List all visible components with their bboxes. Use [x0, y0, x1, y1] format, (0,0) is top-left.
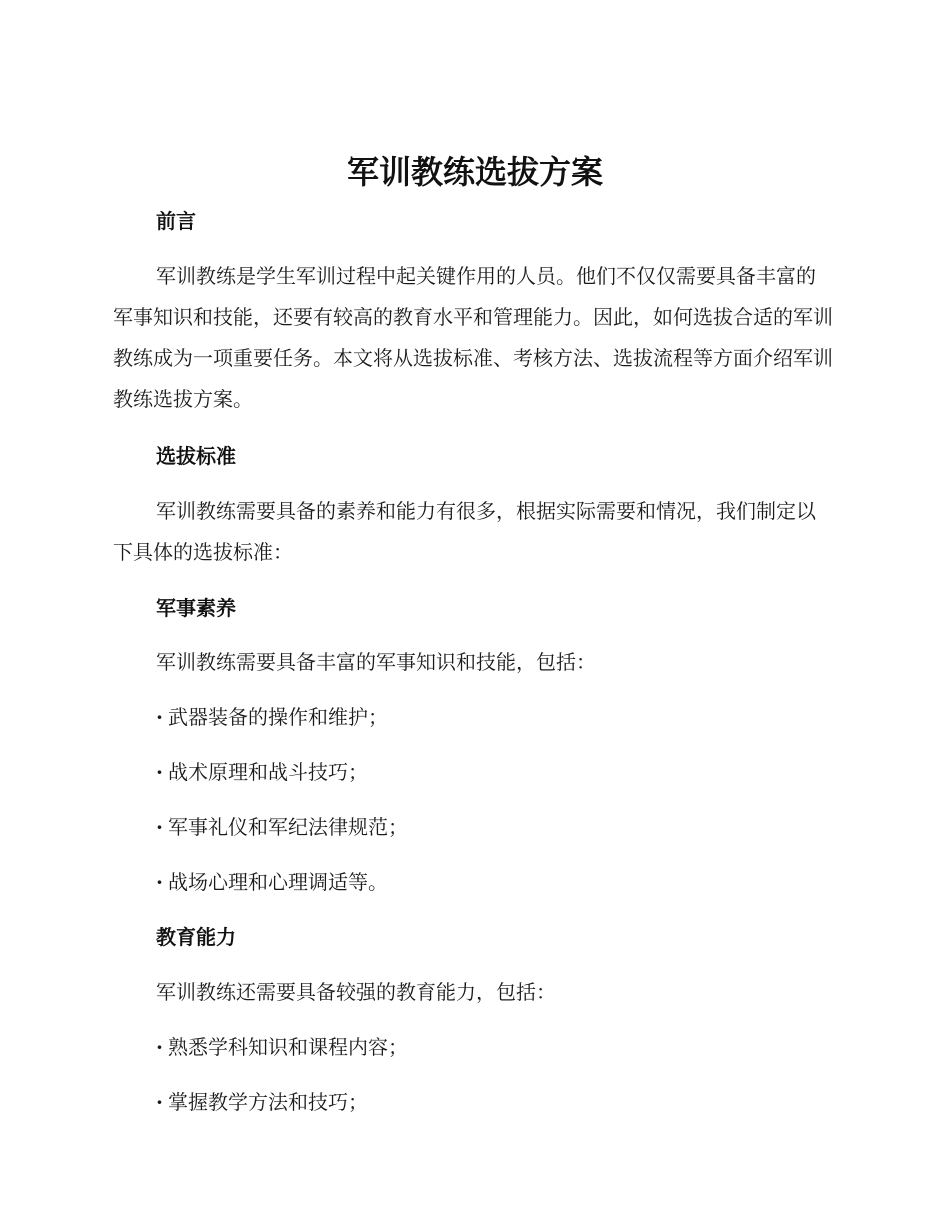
list-item-text: 武器装备的操作和维护；: [168, 705, 388, 729]
document-title: 军训教练选拔方案: [346, 153, 603, 191]
bullet-mark: ·: [156, 870, 163, 894]
heading-military: 军事素养: [156, 596, 236, 620]
education-intro: 军训教练还需要具备较强的教育能力，包括：: [156, 980, 556, 1004]
paragraph-preface: 军训教练是学生军训过程中起关键作用的人员。他们不仅仅需要具备丰富的军事知识和技能，还要有较高的教育水平和管理能力。因此，如何选拔合适的军训教练成为一项重要任务。本文将从选拔标准、考核方法、选拔流程等方面介绍军训教练选拔方案。: [113, 264, 833, 411]
list-item: [156, 1033, 408, 1061]
paragraph-standards: 军训教练需要具备的素养和能力有很多，根据实际需要和情况，我们制定以下具体的选拔标准：: [113, 499, 816, 564]
military-intro: 军训教练需要具备丰富的军事知识和技能，包括：: [156, 650, 596, 674]
list-item-text: 熟悉学科知识和课程内容；: [168, 1035, 408, 1059]
bullet-mark: ·: [156, 705, 163, 729]
list-item: [156, 868, 388, 896]
list-item-text: 战术原理和战斗技巧；: [168, 760, 368, 784]
list-item-text: 军事礼仪和军纪法律规范；: [168, 815, 408, 839]
bullet-mark: ·: [156, 815, 163, 839]
bullet-mark: ·: [156, 1090, 163, 1114]
list-item: [156, 813, 408, 841]
bullet-mark: ·: [156, 760, 163, 784]
list-item-text: 战场心理和心理调适等。: [168, 870, 388, 894]
list-item: [156, 703, 388, 731]
heading-preface: 前言: [156, 209, 196, 233]
list-item-text: 掌握教学方法和技巧；: [168, 1090, 368, 1114]
heading-education: 教育能力: [156, 925, 236, 949]
bullet-mark: ·: [156, 1035, 163, 1059]
list-item: [156, 758, 368, 786]
list-item: [156, 1088, 368, 1116]
heading-standards: 选拔标准: [156, 444, 236, 468]
